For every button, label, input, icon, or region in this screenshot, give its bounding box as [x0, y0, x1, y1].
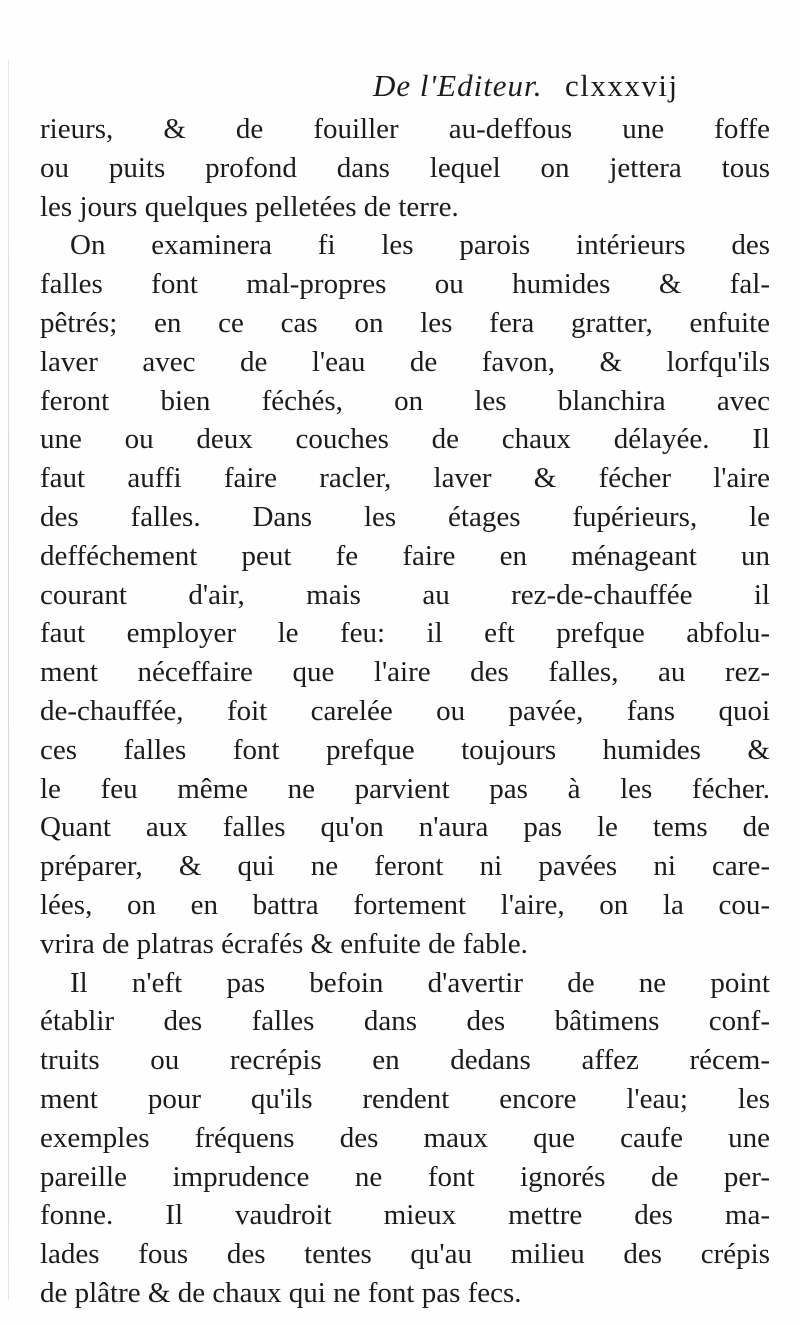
text-line: truits ou recrépis en dedans affez récem- [40, 1044, 770, 1077]
text-line: Il n'eft pas befoin d'avertir de ne point [70, 966, 770, 999]
text-line: falles font mal-propres ou humides & fal- [40, 268, 770, 301]
text-line: établir des falles dans des bâtimens conf- [40, 1005, 770, 1038]
text-line: On examinera fi les parois intérieurs des [70, 229, 770, 262]
text-line: les jours quelques pelletées de terre. [40, 190, 459, 223]
body-text [40, 110, 770, 1313]
text-line: lades fous des tentes qu'au milieu des crépis [40, 1238, 770, 1271]
text-line: Quant aux falles qu'on n'aura pas le tems de [40, 811, 770, 844]
text-line: rieurs, & de fouiller au-deffous une foffe [40, 113, 770, 145]
text-line: fonne. Il vaudroit mieux mettre des ma- [40, 1199, 770, 1232]
page-header [0, 58, 800, 108]
text-line: vrira de platras écrafés & enfuite de fable. [40, 927, 528, 960]
text-line: exemples fréquens des maux que caufe une [40, 1121, 770, 1154]
text-line: ment néceffaire que l'aire des falles, au rez- [40, 656, 770, 689]
text-line: ment pour qu'ils rendent encore l'eau; les [40, 1082, 770, 1115]
text-line: pareille imprudence ne font ignorés de per- [40, 1160, 770, 1193]
text-line: faut employer le feu: il eft prefque abfolu- [40, 617, 770, 650]
text-line: le feu même ne parvient pas à les fécher. [40, 772, 770, 805]
text-line: feront bien féchés, on les blanchira avec [40, 384, 770, 417]
text-line: pêtrés; en ce cas on les fera gratter, enfuite [40, 306, 770, 339]
page-edge-shadow [8, 60, 9, 1300]
text-line: courant d'air, mais au rez-de-chauffée il [40, 578, 770, 611]
running-title: De l'Editeur. [373, 68, 543, 103]
text-line: préparer, & qui ne feront ni pavées ni care- [40, 850, 770, 883]
text-line: ou puits profond dans lequel on jettera tous [40, 151, 770, 184]
text-line: des falles. Dans les étages fupérieurs, le [40, 500, 770, 533]
text-line: de-chauffée, foit carelée ou pavée, fans quoi [40, 694, 770, 727]
text-line: ces falles font prefque toujours humides & [40, 733, 770, 766]
text-line: lées, on en battra fortement l'aire, on la cou- [40, 888, 770, 921]
text-line: faut auffi faire racler, laver & fécher l'aire [40, 462, 770, 495]
text-line: defféchement peut fe faire en ménageant un [40, 539, 770, 572]
text-line: laver avec de l'eau de favon, & lorfqu'ils [40, 345, 770, 378]
text-line: de plâtre & de chaux qui ne font pas fecs. [40, 1276, 522, 1309]
text-line: une ou deux couches de chaux délayée. Il [40, 423, 770, 456]
page-number: clxxxvij [565, 68, 679, 103]
